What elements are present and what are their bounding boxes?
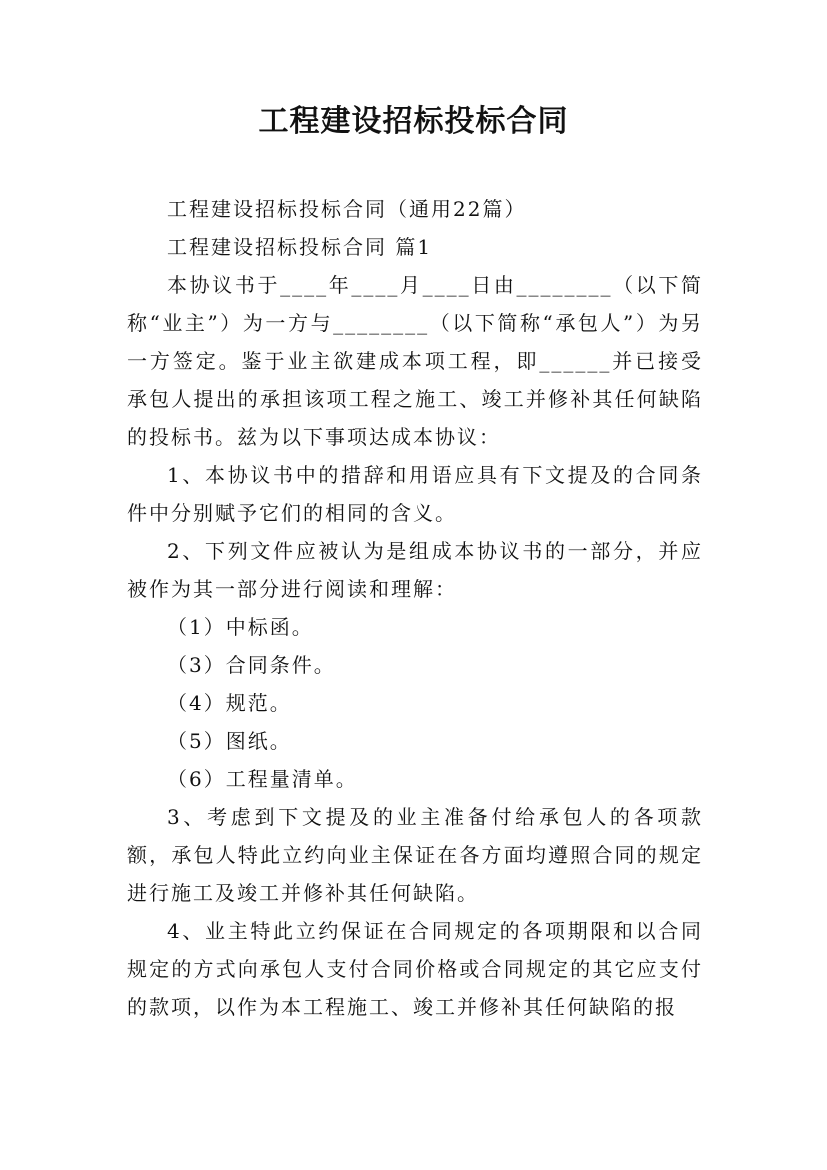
paragraph-intro: 本协议书于____年____月____日由________（以下简称“业主”）为一方与________（以下简称“承包人”）为另一方签定。鉴于业主欲建成本项工程，即______并已接受承包人提出的承担该项工程之施工、竣工并修补其任何缺陷的投标书。兹为以下事项达成本协议： [127, 273, 703, 449]
list-item-specifications: （4）规范。 [167, 691, 292, 715]
list-item-award-letter: （1）中标函。 [167, 615, 314, 639]
paragraph-clause-3: 3、考虑到下文提及的业主准备付给承包人的各项款额，承包人特此立约向业主保证在各方面均遵照合同的规定进行施工及竣工并修补其任何缺陷。 [127, 805, 703, 905]
paragraph-section-heading: 工程建设招标投标合同 篇1 [167, 235, 433, 259]
paragraph-clause-2: 2、下列文件应被认为是组成本协议书的一部分，并应被作为其一部分进行阅读和理解： [127, 539, 703, 601]
paragraph-subtitle: 工程建设招标投标合同（通用22篇） [167, 197, 527, 221]
list-item-bill-of-quantities: （6）工程量清单。 [167, 767, 358, 791]
paragraph-clause-4: 4、业主特此立约保证在合同规定的各项期限和以合同规定的方式向承包人支付合同价格或合同规定的其它应支付的款项，以作为本工程施工、竣工并修补其任何缺陷的报 [127, 919, 703, 1019]
document-title: 工程建设招标投标合同 [258, 104, 569, 139]
list-item-contract-conditions: （3）合同条件。 [167, 653, 336, 677]
list-item-drawings: （5）图纸。 [167, 729, 292, 753]
document-body [127, 190, 703, 1026]
paragraph-clause-1: 1、本协议书中的措辞和用语应具有下文提及的合同条件中分别赋予它们的相同的含义。 [127, 463, 703, 525]
